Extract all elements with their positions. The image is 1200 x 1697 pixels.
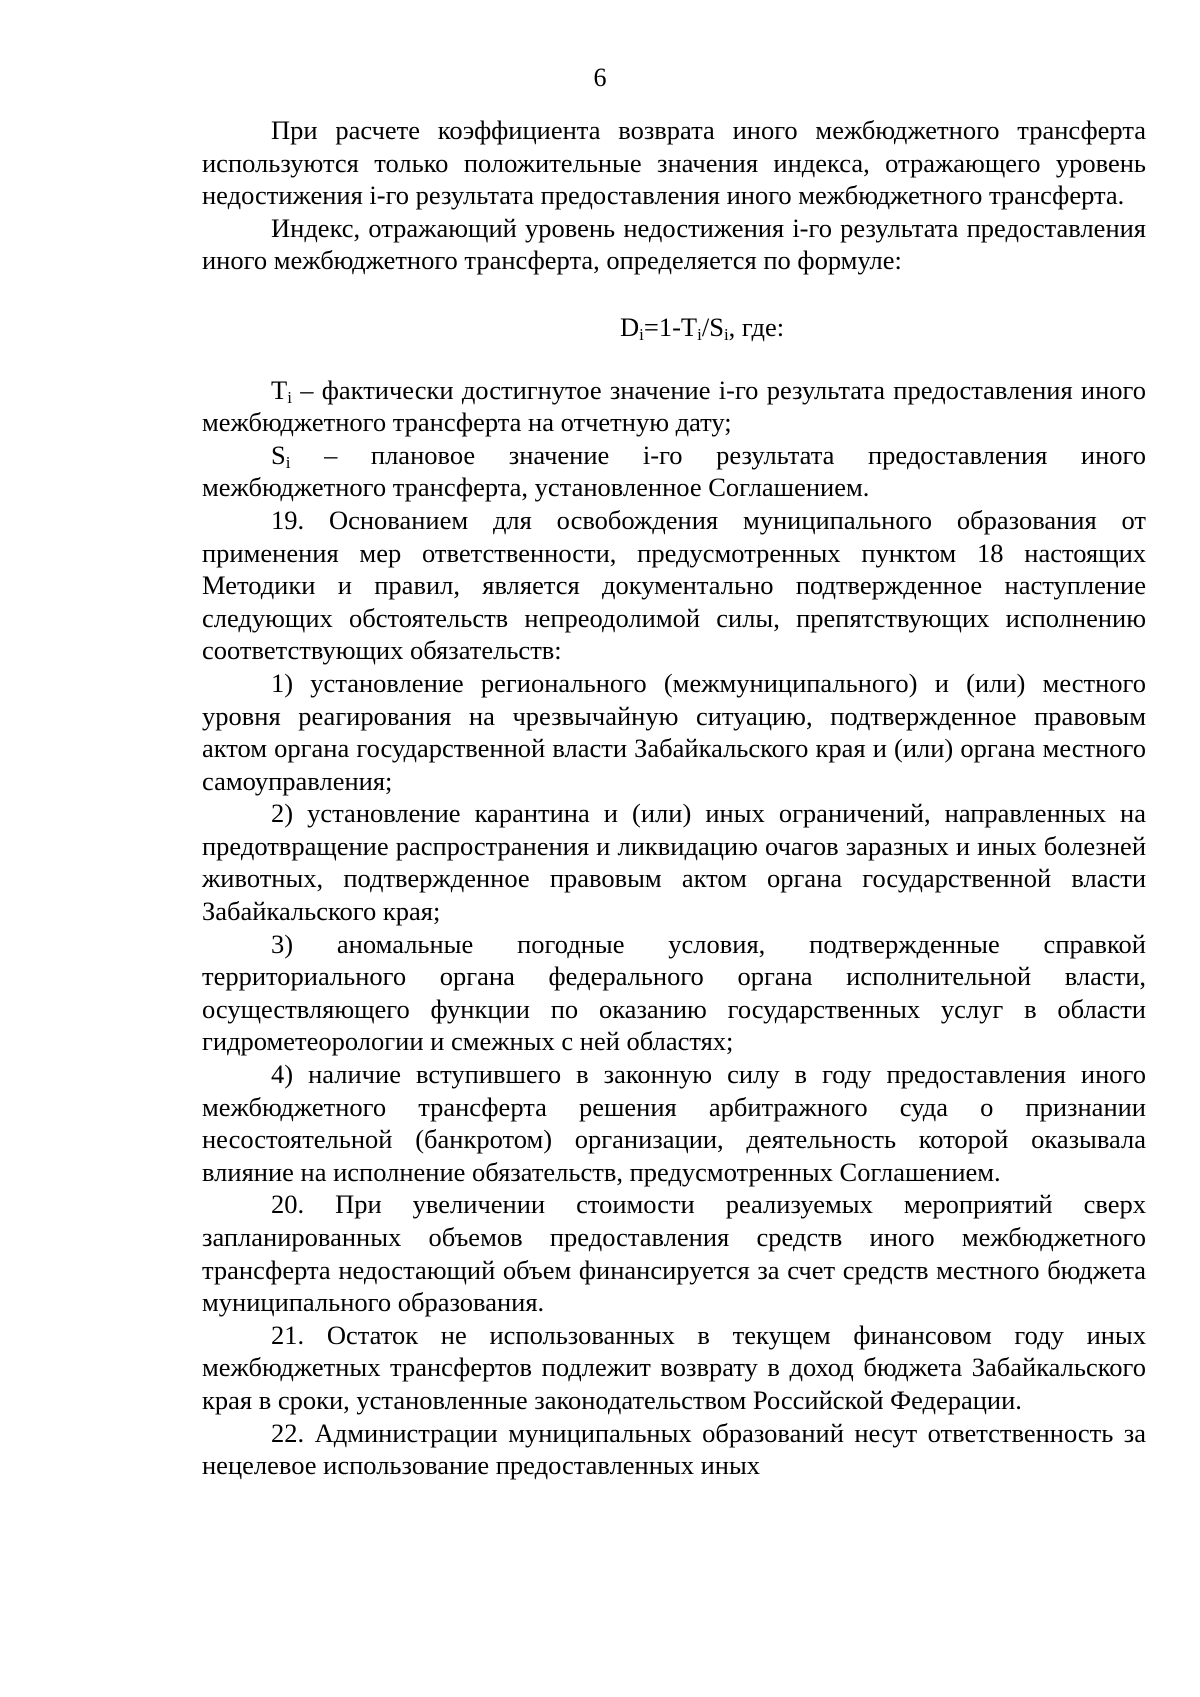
formula-t-subscript: i bbox=[697, 324, 702, 344]
formula-equals-t: =1-T bbox=[643, 311, 698, 342]
definition-ti-text: – фактически достигнутое значение i-го результата предоставления иного межбюджетного трансферта на отчетную дату; bbox=[202, 374, 1146, 438]
paragraph-20: 20. При увеличении стоимости реализуемых мероприятий сверх запланированных объемов предоставления средств иного межбюджетного трансферта недостающий объем финансируется за счет средств местного бюджета муниципального образования. bbox=[202, 1189, 1146, 1318]
page-number: 6 bbox=[593, 63, 607, 92]
paragraph-19-item-2: 2) установление карантина и (или) иных ограничений, направленных на предотвращение распространения и ликвидацию очагов заразных и иных болезней животных, подтвержденное правовым актом органа государственной власти Забайкальского края; bbox=[202, 798, 1146, 927]
definition-si bbox=[202, 439, 1146, 504]
paragraph-19-item-4: 4) наличие вступившего в законную силу в году предоставления иного межбюджетного трансферта решения арбитражного суда о признании несостоятельной (банкротом) организации, деятельность которой оказывала влияние на исполнение обязательств, предусмотренных Соглашением. bbox=[202, 1059, 1146, 1187]
formula-s-subscript: i bbox=[723, 324, 729, 344]
paragraph-index-definition: Индекс, отражающий уровень недостижения i-го результата предоставления иного межбюджетного трансферта, определяется по формуле: bbox=[202, 212, 1146, 276]
definition-ti-subscript: i bbox=[287, 387, 292, 407]
definition-ti-symbol: T bbox=[271, 374, 288, 405]
definition-si-text: – плановое значение i-го результата предоставления иного межбюджетного трансферта, установленное Соглашением. bbox=[202, 439, 1146, 503]
paragraph-19-item-1: 1) установление регионального (межмуниципального) и (или) местного уровня реагирования на чрезвычайную ситуацию, подтвержденное правовым актом органа государственной власти Забайкальского края и (или) органа местного самоуправления; bbox=[202, 667, 1146, 796]
formula-tail: , где: bbox=[728, 311, 785, 342]
formula-slash-s: /S bbox=[701, 311, 724, 342]
paragraph-21: 21. Остаток не использованных в текущем финансовом году иных межбюджетных трансфертов подлежит возврату в доход бюджета Забайкальского края в сроки, установленные законодательством Российской Федерации. bbox=[202, 1319, 1146, 1415]
definition-si-symbol: S bbox=[271, 439, 286, 470]
formula bbox=[202, 311, 1146, 344]
definition-si-subscript: i bbox=[285, 452, 291, 472]
document-body bbox=[202, 114, 1146, 1482]
paragraph-22: 22. Администрации муниципальных образований несут ответственность за нецелевое использование предоставленных иных bbox=[202, 1417, 1146, 1481]
definition-ti bbox=[202, 374, 1146, 439]
formula-d: D bbox=[620, 311, 640, 342]
paragraph-return-coefficient-note: При расчете коэффициента возврата иного межбюджетного трансферта используются только положительные значения индекса, отражающего уровень недостижения i-го результата предоставления иного межбюджетного трансферта. bbox=[202, 115, 1146, 211]
formula-d-subscript: i bbox=[639, 324, 644, 344]
paragraph-19: 19. Основанием для освобождения муниципального образования от применения мер ответственности, предусмотренных пунктом 18 настоящих Методики и правил, является документально подтвержденное наступление следующих обстоятельств непреодолимой силы, препятствующих исполнению соответствующих обязательств: bbox=[202, 504, 1146, 666]
paragraph-19-item-3: 3) аномальные погодные условия, подтвержденные справкой территориального органа федерального органа исполнительной власти, осуществляющего функции по оказанию государственных услуг в области гидрометеорологии и смежных с ней областях; bbox=[202, 928, 1146, 1057]
